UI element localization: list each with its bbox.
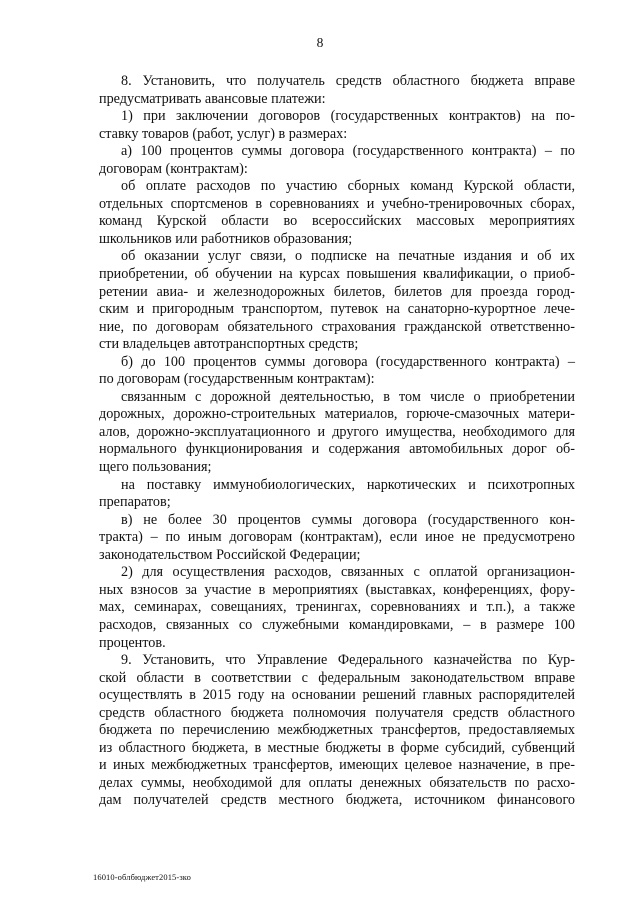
text-line: делах суммы, необходимой для оплаты денежных обязательств по расхо- — [99, 774, 575, 791]
footer-document-code: 16010-облбюджет2015-зко — [93, 872, 191, 882]
text-line: тракта) – по иным договорам (контрактам), если иное не предусмотрено — [99, 529, 575, 546]
text-line: ским и пригородным транспортом, путевок на санаторно-курортное лече- — [99, 301, 575, 318]
text-line: щего пользования; — [99, 459, 212, 476]
text-line: ставку товаров (работ, услуг) в размерах: — [99, 125, 348, 142]
document-body — [99, 73, 575, 810]
text-line: бюджета по перечислению межбюджетных трансфертов, предоставляемых — [99, 722, 575, 739]
text-line: по договорам (государственным контрактам): — [99, 371, 375, 388]
text-line: а) 100 процентов суммы договора (государственного контракта) – по — [121, 143, 575, 160]
text-line: нормального функционирования и содержания автомобильных дорог об- — [99, 441, 575, 458]
text-line: школьников или работников образования; — [99, 230, 353, 247]
text-line: 9. Установить, что Управление Федерального казначейства по Кур- — [121, 652, 575, 669]
text-line: алов, дорожно-эксплуатационного и другого имущества, необходимого для — [99, 423, 575, 440]
text-line: ние, по договорам обязательного страхования гражданской ответственно- — [99, 318, 575, 335]
text-line: 1) при заключении договоров (государственных контрактов) на по- — [121, 108, 575, 125]
text-line: препаратов; — [99, 494, 171, 511]
text-line: на поставку иммунобиологических, наркотических и психотропных — [121, 476, 575, 493]
text-line: договорам (контрактам): — [99, 160, 248, 177]
text-line: ных взносов за участие в мероприятиях (выставках, конференциях, фору- — [99, 581, 575, 598]
text-line: процентов. — [99, 634, 166, 651]
text-line: из областного бюджета, в местные бюджеты в форме субсидий, субвенций — [99, 739, 575, 756]
text-line: осуществлять в 2015 году на основании решений главных распорядителей — [99, 687, 575, 704]
text-line: команд Курской области во всероссийских массовых мероприятиях — [99, 213, 575, 230]
page-number: 8 — [316, 35, 324, 50]
text-line: расходов, связанных со служебными командировками, – в размере 100 — [99, 616, 575, 633]
text-line: дорожных, дорожно-строительных материалов, горюче-смазочных матери- — [99, 406, 575, 423]
text-line: сти владельцев автотранспортных средств; — [99, 336, 359, 353]
text-line: мах, семинарах, совещаниях, тренингах, соревнованиях и т.п.), а также — [99, 599, 575, 616]
text-line: связанным с дорожной деятельностью, в том числе о приобретении — [121, 388, 575, 405]
text-line: ретении авиа- и железнодорожных билетов, билетов для проезда город- — [99, 283, 575, 300]
text-line: отдельных спортсменов в соревнованиях и учебно-тренировочных сборах, — [99, 195, 575, 212]
text-line: и иных межбюджетных трансфертов, имеющих целевое назначение, в пре- — [99, 757, 575, 774]
text-line: предусматривать авансовые платежи: — [99, 90, 326, 107]
text-line: 2) для осуществления расходов, связанных с оплатой организацион- — [121, 564, 575, 581]
text-line: об оплате расходов по участию сборных команд Курской области, — [121, 178, 575, 195]
text-line: б) до 100 процентов суммы договора (государственного контракта) – — [121, 353, 575, 370]
text-line: законодательством Российской Федерации; — [99, 546, 361, 563]
text-line: 8. Установить, что получатель средств областного бюджета вправе — [121, 73, 575, 89]
text-line: средств областного бюджета полномочия получателя средств областного — [99, 704, 575, 721]
text-line: ской области в соответствии с федеральным законодательством вправе — [99, 669, 575, 686]
text-line: в) не более 30 процентов суммы договора (государственного кон- — [121, 511, 575, 528]
text-line: дам получателей средств местного бюджета, источником финансового — [99, 792, 575, 809]
text-line: приобретении, об обучении на курсах повышения квалификации, о приоб- — [99, 266, 575, 283]
text-line: об оказании услуг связи, о подписке на печатные издания и об их — [121, 248, 575, 265]
